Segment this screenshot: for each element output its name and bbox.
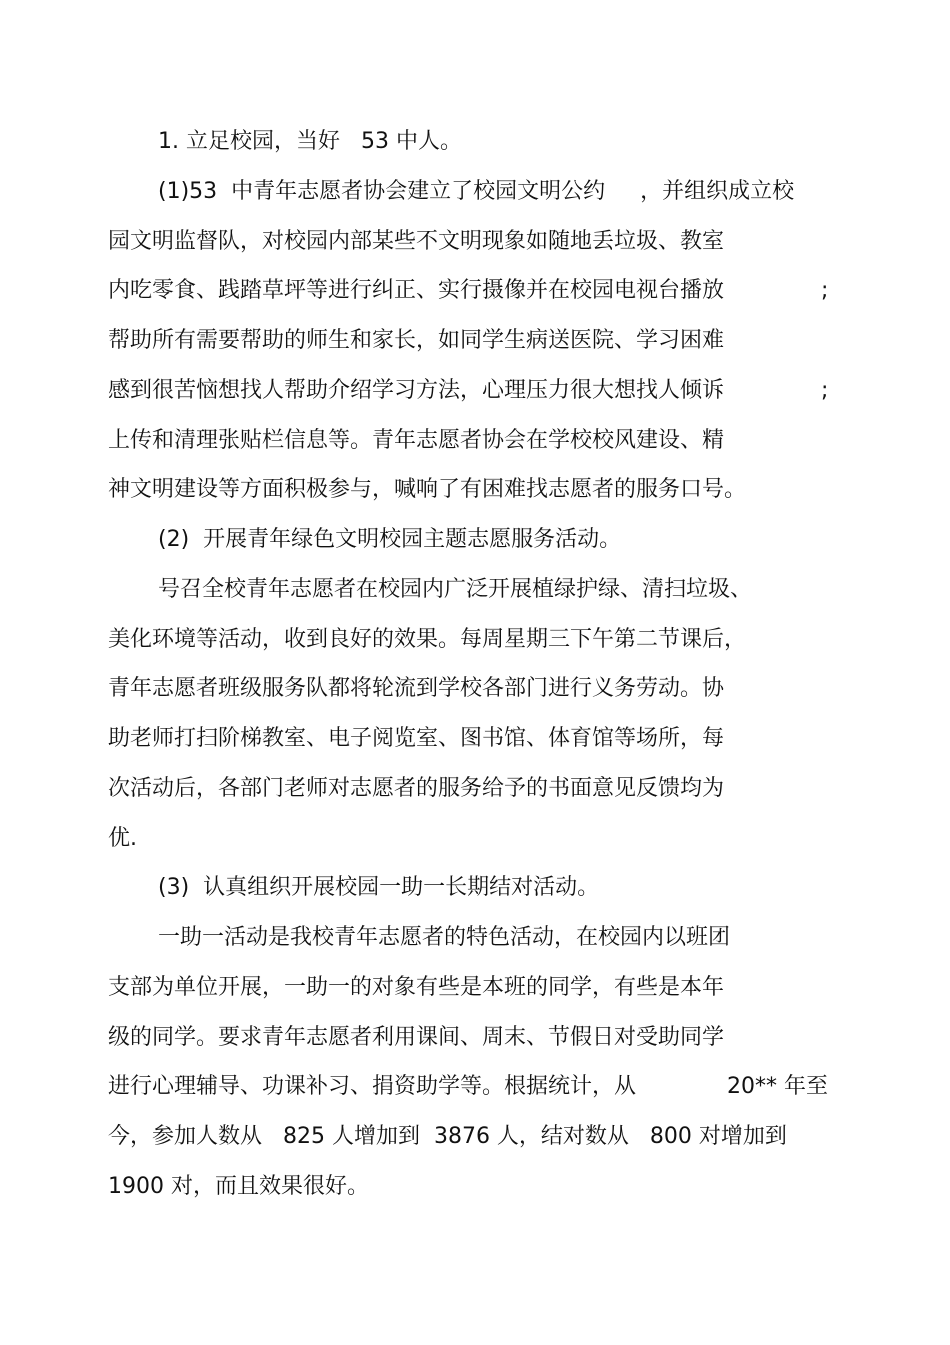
paragraph-2-line-4: 助老师打扫阶梯教室、电子阅览室、图书馆、体育馆等场所，每 <box>108 726 725 751</box>
paragraph-3-line-3: 级的同学。要求青年志愿者利用课间、周末、节假日对受助同学 <box>108 1025 725 1050</box>
subheading-3: (3) 认真组织开展校园一助一长期结对活动。 <box>158 875 600 900</box>
paragraph-2-line-6: 优. <box>108 826 137 851</box>
heading-item-1: 1. 立足校园，当好 53 中人。 <box>158 129 462 154</box>
paragraph-1-line-5: 感到很苦恼想找人帮助介绍学习方法，心理压力很大想找人倾诉 <box>108 378 725 403</box>
subheading-2: (2) 开展青年绿色文明校园主题志愿服务活动。 <box>158 527 622 552</box>
paragraph-1-line-5-semicolon: ; <box>821 378 829 403</box>
paragraph-2-line-2: 美化环境等活动，收到良好的效果。每周星期三下午第二节课后， <box>108 627 747 652</box>
paragraph-1-line-4: 帮助所有需要帮助的师生和家长，如同学生病送医院、学习困难 <box>108 328 725 353</box>
paragraph-2-line-1: 号召全校青年志愿者在校园内广泛开展植绿护绿、清扫垃圾、 <box>158 577 753 602</box>
paragraph-1-line-1: (1)53 中青年志愿者协会建立了校园文明公约 ，并组织成立校 <box>158 179 795 204</box>
paragraph-1-line-6: 上传和清理张贴栏信息等。青年志愿者协会在学校校风建设、精 <box>108 428 725 453</box>
paragraph-3-line-1: 一助一活动是我校青年志愿者的特色活动，在校园内以班团 <box>158 925 731 950</box>
paragraph-3-line-4: 进行心理辅导、功课补习、捐资助学等。根据统计，从 <box>108 1074 637 1099</box>
paragraph-3-line-6: 1900 对，而且效果很好。 <box>108 1174 369 1199</box>
paragraph-2-line-3: 青年志愿者班级服务队都将轮流到学校各部门进行义务劳动。协 <box>108 676 725 701</box>
paragraph-3-line-4-year: 20** 年至 <box>727 1074 828 1099</box>
paragraph-1-line-3: 内吃零食、践踏草坪等进行纠正、实行摄像并在校园电视台播放 <box>108 278 725 303</box>
paragraph-3-line-2: 支部为单位开展，一助一的对象有些是本班的同学，有些是本年 <box>108 975 725 1000</box>
paragraph-1-line-2: 园文明监督队，对校园内部某些不文明现象如随地丢垃圾、教室 <box>108 229 725 254</box>
paragraph-2-line-5: 次活动后，各部门老师对志愿者的服务给予的书面意见反馈均为 <box>108 776 725 801</box>
paragraph-1-line-7: 神文明建设等方面积极参与，喊响了有困难找志愿者的服务口号。 <box>108 477 747 502</box>
paragraph-1-line-3-semicolon: ; <box>821 278 829 303</box>
paragraph-3-line-5: 今，参加人数从 825 人增加到 3876 人，结对数从 800 对增加到 <box>108 1124 787 1149</box>
